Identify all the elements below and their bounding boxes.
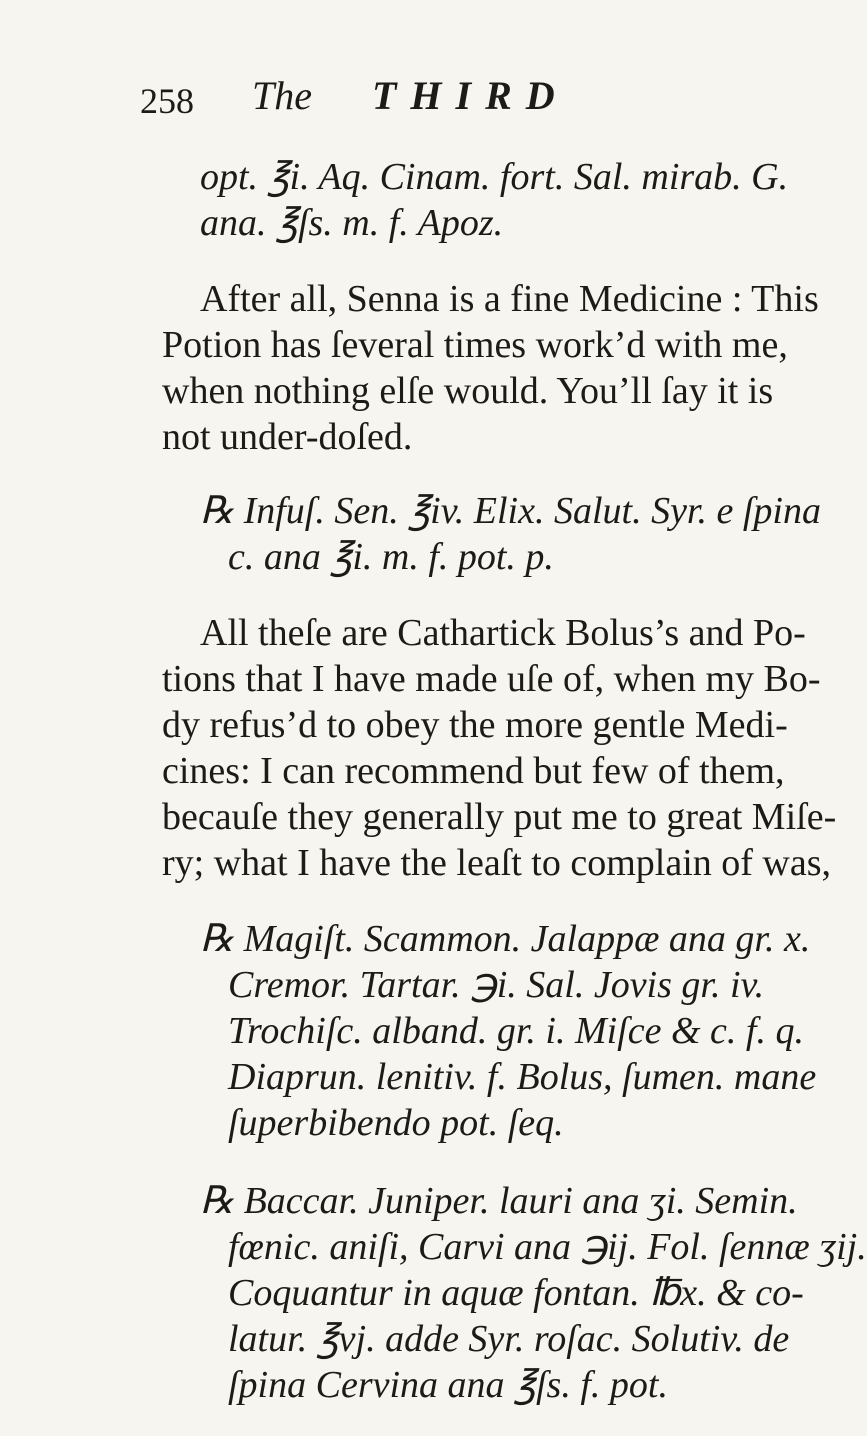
text-line: ſuperbibendo pot. ſeq. xyxy=(228,1102,564,1144)
text-line: becauſe they generally put me to great Miſe- xyxy=(162,796,837,838)
text-line: latur. ℥vj. adde Syr. roſac. Solutiv. de xyxy=(228,1318,790,1360)
text-line: ry; what I have the leaſt to complain of was, xyxy=(162,842,832,884)
text-line: when nothing elſe would. You’ll ſay it is xyxy=(162,370,774,412)
text-line: tions that I have made uſe of, when my Bo- xyxy=(162,658,821,700)
text-line: Coquantur in aquæ fontan. ℔x. & co- xyxy=(228,1272,804,1314)
text-line: Diaprun. lenitiv. f. Bolus, ſumen. mane xyxy=(228,1056,817,1098)
text-line: fœnic. aniſi, Carvi ana ℈ij. Fol. ſennæ ʒij. xyxy=(228,1226,867,1268)
text-line: ana. ℥ſs. m. f. Apoz. xyxy=(200,202,504,244)
text-line: ℞ Baccar. Juniper. lauri ana ʒi. Semin. xyxy=(200,1180,798,1222)
text-line: Trochiſc. alband. gr. i. Miſce & c. f. q. xyxy=(228,1010,804,1052)
text-line: Potion has ſeveral times work’d with me, xyxy=(162,324,788,366)
text-line: ſpina Cervina ana ℥ſs. f. pot. xyxy=(228,1364,668,1406)
header-the: The xyxy=(252,73,312,118)
text-line: cines: I can recommend but few of them, xyxy=(162,750,785,792)
text-line: ℞ Infuſ. Sen. ℥iv. Elix. Salut. Syr. e ſpina xyxy=(200,490,821,532)
header-title: THIRD xyxy=(372,73,569,118)
text-line: c. ana ℥i. m. f. pot. p. xyxy=(228,536,554,578)
text-line: ℞ Magiſt. Scammon. Jalappæ ana gr. x. xyxy=(200,918,811,960)
text-line: Cremor. Tartar. ℈i. Sal. Jovis gr. iv. xyxy=(228,964,765,1006)
page-number: 258 xyxy=(140,81,194,121)
text-line: dy refus’d to obey the more gentle Medi- xyxy=(162,704,788,746)
text-line: All theſe are Cathartick Bolus’s and Po- xyxy=(200,612,806,654)
text-line: opt. ℥i. Aq. Cinam. fort. Sal. mirab. G. xyxy=(200,156,789,198)
text-line: not under-doſed. xyxy=(162,416,413,458)
text-line: After all, Senna is a fine Medicine : This xyxy=(200,278,819,320)
